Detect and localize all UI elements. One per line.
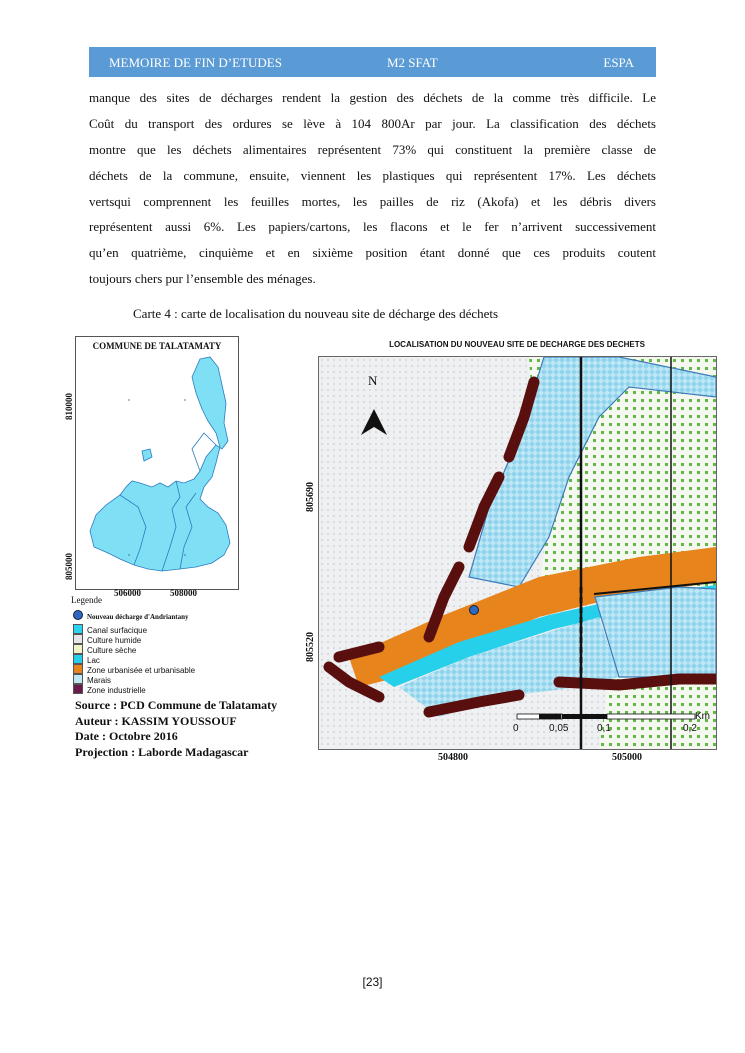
main-x-label: 505000 — [612, 752, 642, 763]
header-left: MEMOIRE DE FIN D’ETUDES — [109, 55, 282, 70]
dump-site-icon — [73, 610, 83, 620]
header-center: M2 SFAT — [387, 55, 438, 70]
legend-swatch — [73, 644, 83, 654]
legend-item: Zone urbanisée et urbanisable — [73, 664, 195, 674]
main-x-label: 504800 — [438, 752, 468, 763]
inset-map — [75, 336, 239, 590]
legend-swatch — [73, 674, 83, 684]
legend-title: Legende — [71, 595, 102, 605]
text-line: manque des sites de décharges rendent la gestion des déchets de la comme très difficile. Le — [89, 90, 656, 105]
text-line: représentent aussi 6%. Les papiers/cartons, les flacons et le fer n’arrivent successivement — [89, 219, 656, 235]
legend — [73, 610, 195, 694]
legend-item: Canal surfacique — [73, 624, 195, 634]
text-line: vertsqui comprennent les feuilles mortes, les pailles de riz (Akofa) et les débris divers — [89, 193, 656, 209]
scale-label: 0 — [513, 723, 519, 734]
inset-x-label: 508000 — [170, 588, 197, 598]
main-map-title: LOCALISATION DU NOUVEAU SITE DE DECHARGE DES DECHETS — [389, 340, 645, 349]
legend-item: Zone industrielle — [73, 684, 195, 694]
map-metadata — [75, 698, 277, 760]
inset-y-label: 805000 — [64, 553, 74, 580]
legend-item: Lac — [73, 654, 195, 664]
north-label: N — [368, 373, 378, 388]
text-line: toujours chers pur l’ensemble des ménages. — [89, 271, 316, 287]
legend-item: Nouveau décharge d'Andriantany — [73, 610, 195, 624]
dump-site-marker — [470, 606, 479, 615]
text-line: qu’en quatrième, cinquième et en sixième position étant donné que ces produits coutent — [89, 245, 656, 261]
running-header — [89, 47, 656, 77]
map-author: Auteur : KASSIM YOUSSOUF — [75, 713, 237, 728]
main-map — [318, 356, 717, 750]
legend-swatch — [73, 624, 83, 634]
map-date: Date : Octobre 2016 — [75, 729, 178, 743]
legend-item: Culture humide — [73, 634, 195, 644]
scale-label: 0,2 — [683, 723, 697, 734]
inset-y-label: 810000 — [64, 393, 74, 420]
legend-swatch — [73, 634, 83, 644]
page-number: [23] — [362, 975, 383, 989]
map-projection: Projection : Laborde Madagascar — [75, 744, 249, 759]
main-y-label: 805690 — [305, 482, 316, 512]
text-line: déchets de la commune, ensuite, viennent les plastiques qui représentent 17%. Les déchets — [89, 167, 656, 183]
legend-swatch — [73, 664, 83, 674]
commune-shape — [76, 337, 238, 589]
text-line: montre que les déchets alimentaires représentent 73% qui constituent la première classe de — [89, 141, 656, 157]
legend-item: Culture sèche — [73, 644, 195, 654]
map-source: Source : PCD Commune de Talatamaty — [75, 698, 278, 712]
legend-item: Marais — [73, 674, 195, 684]
body-paragraph — [89, 85, 656, 292]
scale-unit: Km — [695, 711, 710, 722]
legend-swatch — [73, 684, 83, 694]
main-y-label: 805520 — [305, 632, 316, 662]
inset-map-title: COMMUNE DE TALATAMATY — [92, 341, 222, 351]
legend-swatch — [73, 654, 83, 664]
text-line: Coût du transport des ordures se lève à 104 800Ar par jour. La classification des déchets — [89, 115, 656, 131]
scale-bar — [517, 714, 695, 719]
map-caption: Carte 4 : carte de localisation du nouveau site de décharge des déchets — [133, 306, 499, 321]
header-right: ESPA — [603, 55, 634, 70]
inset-x-label: 506000 — [114, 588, 141, 598]
scale-label: 0,05 — [549, 723, 569, 734]
scale-label: 0,1 — [597, 723, 611, 734]
